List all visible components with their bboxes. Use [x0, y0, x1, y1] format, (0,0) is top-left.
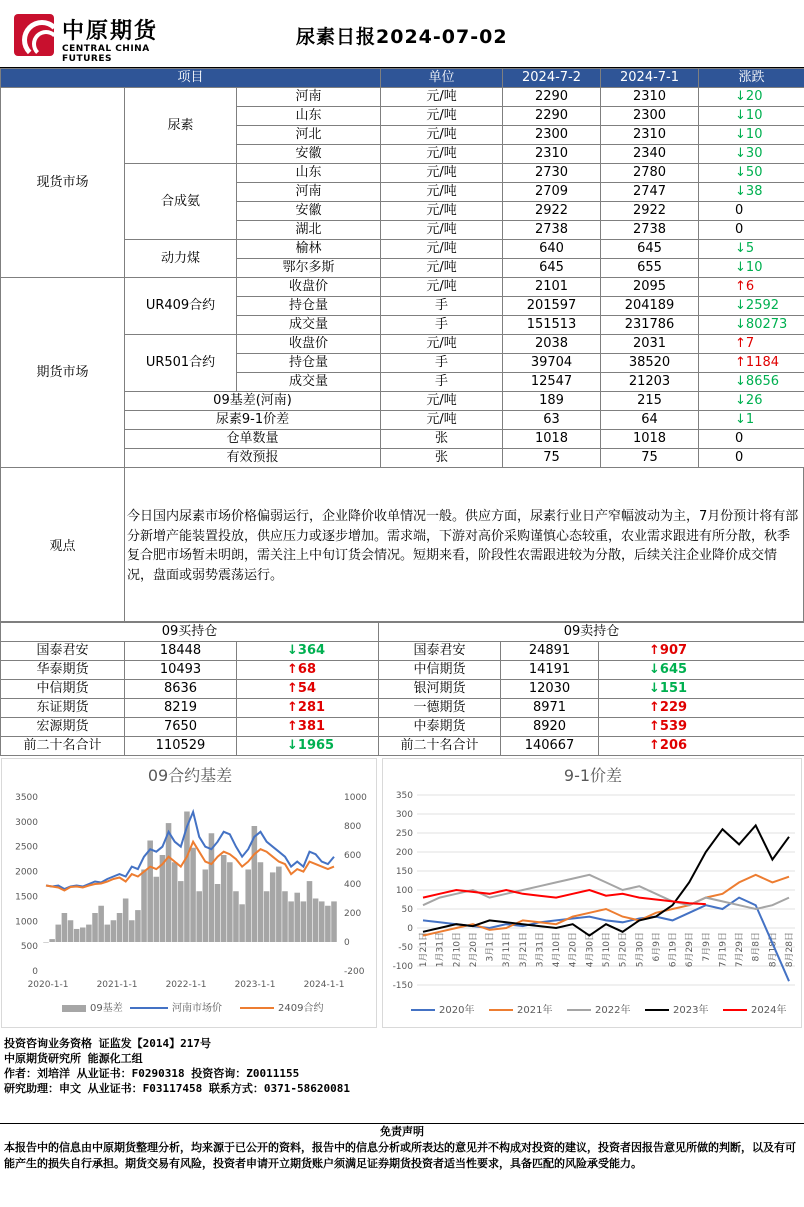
basis-bar: [294, 893, 300, 942]
row-unit: 元/吨: [381, 88, 503, 107]
buy-positions-title: 09买持仓: [1, 623, 379, 642]
row-unit: 元/吨: [381, 240, 503, 259]
y-tick-label: 250: [395, 829, 413, 839]
legend-label: 2024年: [751, 1005, 787, 1016]
row-unit: 元/吨: [381, 183, 503, 202]
basis-bar: [147, 841, 153, 943]
basis-bar: [282, 891, 288, 942]
y-right-tick-label: 400: [344, 880, 362, 890]
row-value-today: 1018: [503, 430, 601, 449]
row-value-prev: 231786: [601, 316, 699, 335]
basis-bar: [233, 891, 239, 942]
row-name: 成交量: [237, 373, 381, 392]
x-tick-label: 5月10日: [602, 932, 612, 968]
row-change: ↑1184: [699, 354, 804, 373]
x-tick-label: 8月18日: [768, 932, 779, 968]
row-name: 湖北: [237, 221, 381, 240]
basis-bar: [141, 870, 147, 943]
basis-bar: [331, 901, 337, 942]
footer-author: 作者：刘培洋 从业证书：F0290318 投资咨询：Z0011155: [4, 1067, 300, 1080]
sell-volume: 24891: [501, 642, 599, 661]
row-name: 山东: [237, 107, 381, 126]
basis-bar: [117, 913, 123, 942]
y-left-tick-label: 2500: [15, 842, 38, 853]
col-header-unit: 单位: [381, 69, 503, 88]
buy-volume: 18448: [125, 642, 237, 661]
basis-bar: [325, 906, 331, 942]
y-tick-label: 200: [395, 848, 413, 858]
row-change: ↓10: [699, 107, 804, 126]
y-left-tick-label: 1500: [15, 892, 38, 903]
basis-bar: [172, 862, 178, 942]
sell-positions-title: 09卖持仓: [379, 623, 804, 642]
x-tick-label: 3月21日: [518, 932, 529, 968]
group-label: 动力煤: [125, 240, 237, 278]
logo-english-name: CENTRAL CHINA FUTURES: [62, 44, 150, 64]
chart-title: 09合约基差: [147, 766, 233, 785]
row-change: ↓30: [699, 145, 804, 164]
row-change: ↓10: [699, 259, 804, 278]
row-unit: 元/吨: [381, 145, 503, 164]
sell-volume: 8920: [501, 718, 599, 737]
buy-change: ↓1965: [237, 737, 379, 756]
buy-broker: 华泰期货: [1, 661, 125, 680]
row-change: ↓38: [699, 183, 804, 202]
buy-broker: 中信期货: [1, 680, 125, 699]
row-value-prev: 64: [601, 411, 699, 430]
basis-bar: [62, 913, 68, 942]
basis-bar: [105, 925, 111, 942]
row-name: 尿素9-1价差: [125, 411, 381, 430]
disclaimer: [0, 1124, 804, 1172]
y-left-tick-label: 1000: [15, 917, 38, 928]
y-right-tick-label: 1000: [344, 793, 367, 803]
sell-broker: 中信期货: [379, 661, 501, 680]
row-change: ↓20: [699, 88, 804, 107]
basis-bar: [239, 904, 245, 942]
row-change: ↓80273: [699, 316, 804, 335]
basis-bar: [203, 870, 209, 943]
buy-change: ↑381: [237, 718, 379, 737]
chart-title: 9-1价差: [563, 766, 623, 785]
row-unit: 元/吨: [381, 335, 503, 354]
x-tick-label: 5月30日: [635, 932, 646, 968]
basis-bar: [264, 891, 270, 942]
basis-bar: [135, 910, 141, 942]
y-tick-label: 50: [401, 905, 413, 915]
x-tick-label: 8月28日: [785, 932, 795, 968]
row-value-today: 2922: [503, 202, 601, 221]
footer-qualification: 投资咨询业务资格 证监发【2014】217号: [4, 1037, 211, 1050]
row-value-prev: 75: [601, 449, 699, 468]
row-value-today: 645: [503, 259, 601, 278]
y-left-tick-label: 2000: [15, 867, 38, 878]
row-change: 0: [699, 221, 804, 240]
basis-bar: [43, 942, 49, 943]
company-logo: [10, 10, 190, 64]
basis-bar: [258, 862, 264, 942]
row-unit: 张: [381, 449, 503, 468]
row-value-today: 2730: [503, 164, 601, 183]
x-tick-label: 2月20日: [468, 932, 479, 968]
buy-volume: 8219: [125, 699, 237, 718]
row-value-prev: 2310: [601, 88, 699, 107]
row-value-prev: 215: [601, 392, 699, 411]
row-value-prev: 2738: [601, 221, 699, 240]
x-tick-label: 4月10日: [552, 932, 563, 968]
basis-bar: [160, 855, 166, 942]
row-change: ↑7: [699, 335, 804, 354]
row-change: ↓8656: [699, 373, 804, 392]
buy-broker: 东证期货: [1, 699, 125, 718]
sell-volume: 140667: [501, 737, 599, 756]
sell-broker: 前二十名合计: [379, 737, 501, 756]
basis-bar: [319, 901, 325, 942]
buy-change: ↓364: [237, 642, 379, 661]
market-view-section: [0, 467, 804, 622]
row-change: ↓5: [699, 240, 804, 259]
legend-contract-label: 2409合约: [278, 1003, 324, 1014]
x-tick-label: 4月20日: [568, 932, 579, 968]
y-tick-label: 150: [395, 867, 413, 877]
x-tick-label: 6月9日: [651, 932, 662, 962]
row-value-today: 2038: [503, 335, 601, 354]
buy-broker: 国泰君安: [1, 642, 125, 661]
x-tick-label: 2月10日: [452, 932, 463, 968]
y-left-tick-label: 0: [32, 967, 38, 977]
basis-bar: [49, 939, 55, 942]
sell-change: ↓151: [599, 680, 804, 699]
y-tick-label: 350: [395, 791, 413, 801]
row-change: ↓26: [699, 392, 804, 411]
sell-change: ↑229: [599, 699, 804, 718]
footer-institute: 中原期货研究所 能源化工组: [4, 1052, 143, 1065]
buy-broker: 前二十名合计: [1, 737, 125, 756]
line-2023: [423, 825, 789, 935]
report-title: 尿素日报2024-07-02: [296, 26, 508, 48]
legend-basis-label: 09基差: [90, 1003, 123, 1014]
row-unit: 手: [381, 373, 503, 392]
x-tick-label: 8月8日: [751, 932, 762, 962]
legend-henan-label: 河南市场价: [172, 1003, 222, 1014]
x-tick-label: 2021-1-1: [96, 980, 138, 990]
basis-bar: [215, 884, 221, 942]
row-unit: 张: [381, 430, 503, 449]
y-left-tick-label: 3500: [15, 793, 38, 803]
col-header-date2: 2024-7-1: [601, 69, 699, 88]
row-unit: 元/吨: [381, 221, 503, 240]
row-change: ↓1: [699, 411, 804, 430]
y-tick-label: 100: [395, 886, 413, 896]
sell-change: ↑907: [599, 642, 804, 661]
basis-bar: [92, 913, 98, 942]
col-header-change: 涨跌: [699, 69, 804, 88]
row-name: 有效预报: [125, 449, 381, 468]
position-row: [1, 718, 804, 737]
row-value-prev: 2031: [601, 335, 699, 354]
basis-bar: [252, 826, 258, 942]
basis-bar: [98, 906, 104, 942]
basis-bar: [123, 899, 129, 943]
row-value-prev: 2340: [601, 145, 699, 164]
basis-bar: [307, 881, 313, 942]
buy-change: ↑68: [237, 661, 379, 680]
row-name: 持仓量: [237, 297, 381, 316]
y-right-tick-label: 600: [344, 851, 362, 861]
row-value-prev: 2922: [601, 202, 699, 221]
basis-bar: [129, 920, 135, 942]
x-tick-label: 7月9日: [701, 932, 712, 962]
row-name: 安徽: [237, 145, 381, 164]
group-label: 尿素: [125, 88, 237, 164]
positions-header-row: [1, 623, 804, 642]
row-unit: 手: [381, 297, 503, 316]
spread-chart: [382, 758, 802, 1028]
row-value-today: 2709: [503, 183, 601, 202]
y-left-tick-label: 3000: [15, 817, 38, 828]
row-name: 安徽: [237, 202, 381, 221]
basis-bar: [301, 901, 307, 942]
row-name: 榆林: [237, 240, 381, 259]
row-value-prev: 2780: [601, 164, 699, 183]
position-row: [1, 642, 804, 661]
basis-bar: [74, 929, 80, 942]
row-value-today: 189: [503, 392, 601, 411]
basis-bar: [313, 899, 319, 943]
row-unit: 元/吨: [381, 278, 503, 297]
basis-bar: [68, 920, 74, 942]
x-tick-label: 2024-1-1: [303, 980, 345, 990]
position-row: [1, 680, 804, 699]
basis-bar: [111, 920, 117, 942]
x-tick-label: 7月19日: [718, 932, 729, 968]
group-label: 合成氨: [125, 164, 237, 240]
basis-bar: [154, 877, 160, 942]
sell-change: ↑206: [599, 737, 804, 756]
table-row: [1, 88, 804, 107]
disclaimer-title: 免责声明: [380, 1125, 424, 1138]
group-label: UR501合约: [125, 335, 237, 392]
sell-change: ↑539: [599, 718, 804, 737]
sell-broker: 国泰君安: [379, 642, 501, 661]
x-tick-label: 4月30日: [585, 932, 596, 968]
col-header-date1: 2024-7-2: [503, 69, 601, 88]
row-unit: 元/吨: [381, 126, 503, 145]
row-change: 0: [699, 449, 804, 468]
basis-bar: [227, 862, 233, 942]
row-value-today: 2290: [503, 88, 601, 107]
positions-table: [0, 622, 804, 756]
row-value-prev: 2747: [601, 183, 699, 202]
row-name: 收盘价: [237, 335, 381, 354]
row-value-today: 2290: [503, 107, 601, 126]
sell-broker: 银河期货: [379, 680, 501, 699]
position-row: [1, 661, 804, 680]
y-tick-label: -100: [392, 962, 413, 972]
row-name: 持仓量: [237, 354, 381, 373]
legend-label: 2022年: [595, 1005, 631, 1016]
basis-chart: [1, 758, 377, 1028]
x-tick-label: 2020-1-1: [27, 980, 69, 990]
row-unit: 手: [381, 316, 503, 335]
row-name: 成交量: [237, 316, 381, 335]
sell-volume: 12030: [501, 680, 599, 699]
buy-volume: 8636: [125, 680, 237, 699]
row-change: ↓2592: [699, 297, 804, 316]
buy-volume: 10493: [125, 661, 237, 680]
row-unit: 元/吨: [381, 411, 503, 430]
row-name: 河南: [237, 183, 381, 202]
position-row: [1, 737, 804, 756]
basis-bar: [80, 928, 86, 943]
row-change: 0: [699, 202, 804, 221]
logo-icon: [14, 14, 54, 56]
y-tick-label: -50: [398, 943, 413, 953]
legend-label: 2021年: [517, 1005, 553, 1016]
row-name: 河南: [237, 88, 381, 107]
basis-bar: [86, 925, 92, 942]
row-value-today: 151513: [503, 316, 601, 335]
x-tick-label: 3月11日: [502, 932, 513, 968]
row-value-prev: 2310: [601, 126, 699, 145]
row-value-prev: 2095: [601, 278, 699, 297]
x-tick-label: 6月29日: [685, 932, 696, 968]
row-unit: 元/吨: [381, 107, 503, 126]
row-unit: 元/吨: [381, 164, 503, 183]
x-tick-label: 3月1日: [485, 932, 496, 962]
sell-broker: 中泰期货: [379, 718, 501, 737]
x-tick-label: 5月20日: [618, 932, 629, 968]
row-change: ↑6: [699, 278, 804, 297]
row-value-today: 63: [503, 411, 601, 430]
row-value-today: 2101: [503, 278, 601, 297]
row-unit: 元/吨: [381, 392, 503, 411]
row-value-prev: 2300: [601, 107, 699, 126]
row-value-prev: 645: [601, 240, 699, 259]
row-value-prev: 38520: [601, 354, 699, 373]
market-data-table: [0, 68, 804, 468]
row-value-today: 201597: [503, 297, 601, 316]
row-change: 0: [699, 430, 804, 449]
line-2021: [423, 875, 789, 936]
legend-basis-swatch: [62, 1005, 86, 1012]
y-right-tick-label: -200: [344, 967, 365, 977]
group-label: UR409合约: [125, 278, 237, 335]
logo-chinese-name: 中原期货: [62, 18, 159, 44]
y-right-tick-label: 200: [344, 909, 362, 919]
buy-volume: 7650: [125, 718, 237, 737]
row-value-today: 39704: [503, 354, 601, 373]
x-tick-label: 1月31日: [435, 932, 446, 968]
basis-bar: [270, 872, 276, 942]
report-header: [0, 0, 804, 68]
footer-assistant: 研究助理：申文 从业证书：F03117458 联系方式：0371-58620081: [4, 1082, 350, 1095]
row-value-today: 640: [503, 240, 601, 259]
basis-bar: [276, 867, 282, 942]
row-unit: 元/吨: [381, 202, 503, 221]
row-value-today: 2310: [503, 145, 601, 164]
y-tick-label: 0: [407, 924, 413, 934]
y-right-tick-label: 800: [344, 822, 362, 832]
row-unit: 手: [381, 354, 503, 373]
spread-chart-svg: [383, 759, 803, 1029]
table-header-row: [1, 69, 804, 88]
row-name: 山东: [237, 164, 381, 183]
sell-broker: 一德期货: [379, 699, 501, 718]
row-value-prev: 1018: [601, 430, 699, 449]
x-tick-label: 2022-1-1: [165, 980, 207, 990]
buy-broker: 宏源期货: [1, 718, 125, 737]
basis-bar: [166, 823, 172, 942]
basis-bar: [288, 901, 294, 942]
row-value-today: 75: [503, 449, 601, 468]
row-value-today: 2300: [503, 126, 601, 145]
x-tick-label: 3月31日: [535, 932, 546, 968]
buy-volume: 110529: [125, 737, 237, 756]
x-tick-label: 7月29日: [735, 932, 746, 968]
y-right-tick-label: 0: [344, 938, 350, 948]
legend-label: 2020年: [439, 1005, 475, 1016]
row-name: 仓单数量: [125, 430, 381, 449]
view-text: 今日国内尿素市场价格偏弱运行，企业降价收单情况一般。供应方面，尿素行业日产窄幅波动为主，7月份预计将有部分新增产能装置投放，供应压力或逐步增加。需求端，下游对高价采购谨慎心态较重，农业需求跟进有所分散，秋季复合肥市场暂未明朗，需关注上中旬订货会情况。短期来看，阶段性农需跟进较为分散，后续关注企业降价成交情况，盘面或弱势震荡运行。: [127, 509, 799, 583]
row-value-today: 2738: [503, 221, 601, 240]
view-label: 观点: [1, 467, 125, 621]
y-tick-label: -150: [392, 981, 413, 991]
basis-bar: [245, 870, 251, 943]
disclaimer-body: 本报告中的信息由中原期货整理分析，均来源于已公开的资料，报告中的信息分析或所表达的意见并不构成对投资的建议，投资者因报告意见所做的判断，以及有可能产生的损失自行承担。期货交易有风险，投资者申请开立期货账户须满足证券期货投资者适当性要求，具备匹配的风险承受能力。: [4, 1141, 796, 1170]
x-tick-label: 1月21日: [419, 932, 429, 968]
legend-label: 2023年: [673, 1005, 709, 1016]
section-label: 期货市场: [1, 278, 125, 468]
basis-bar: [55, 925, 61, 942]
row-value-today: 12547: [503, 373, 601, 392]
row-value-prev: 204189: [601, 297, 699, 316]
row-value-prev: 655: [601, 259, 699, 278]
row-name: 河北: [237, 126, 381, 145]
row-change: ↓50: [699, 164, 804, 183]
position-row: [1, 699, 804, 718]
row-change: ↓10: [699, 126, 804, 145]
sell-volume: 14191: [501, 661, 599, 680]
row-name: 鄂尔多斯: [237, 259, 381, 278]
basis-bar: [178, 881, 184, 942]
x-tick-label: 6月19日: [668, 932, 679, 968]
y-tick-label: 300: [395, 810, 413, 820]
y-left-tick-label: 500: [20, 942, 38, 953]
table-row: [1, 278, 804, 297]
row-unit: 元/吨: [381, 259, 503, 278]
basis-chart-svg: [2, 759, 378, 1029]
row-name: 收盘价: [237, 278, 381, 297]
sell-change: ↓645: [599, 661, 804, 680]
section-label: 现货市场: [1, 88, 125, 278]
basis-bar: [196, 891, 202, 942]
row-value-prev: 21203: [601, 373, 699, 392]
row-name: 09基差(河南): [125, 392, 381, 411]
basis-bar: [190, 848, 196, 942]
col-header-item: 项目: [1, 69, 381, 88]
report-footer: [0, 1036, 804, 1096]
buy-change: ↑281: [237, 699, 379, 718]
sell-volume: 8971: [501, 699, 599, 718]
buy-change: ↑54: [237, 680, 379, 699]
basis-bar: [221, 855, 227, 942]
x-tick-label: 2023-1-1: [234, 980, 276, 990]
